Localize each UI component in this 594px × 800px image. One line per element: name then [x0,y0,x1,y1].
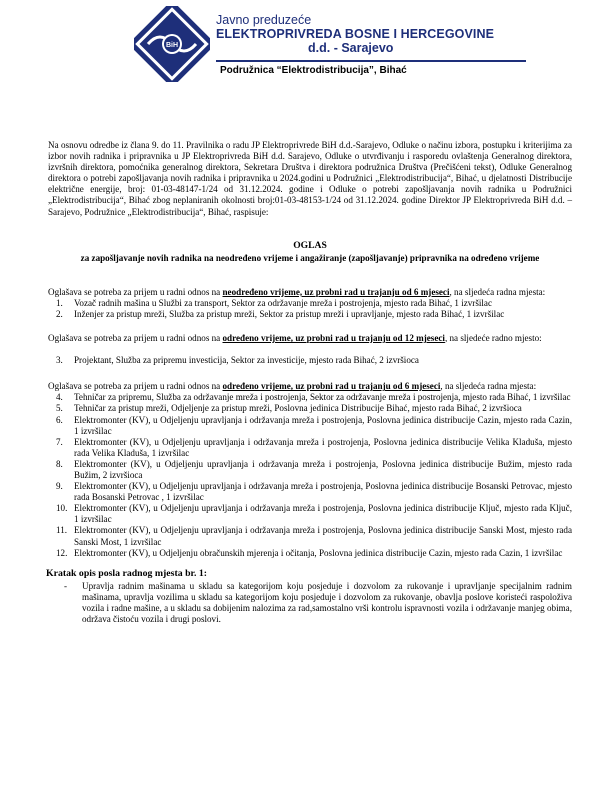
letterhead [0,0,594,95]
list-item: 2. Inženjer za pristup mreži, Služba za pristup mreži, Sektor za pristup mreži i upravljanje, mjesto rada Bihać, 1 izvršilac [56,308,505,319]
list-item: 4. Tehničar za pripremu, Služba za održavanje mreža i postrojenja, Sektor za održavanje mreža i postrojenja, mjesto rada Bihać, 1 izvršilac [56,392,571,403]
company-logo [134,6,210,82]
list-item: 11. Elektromonter (KV), u Odjeljenju upravljanja i održavanja mreža i postrojenja, Poslovna jedinica distribucije Sanski Most, mjesto rada Sanski Most, 1 izvršilac [56,525,572,547]
header-divider [216,60,526,62]
position-list [48,298,572,320]
organization-name [216,13,576,55]
document-body [48,140,572,625]
org-type: Javno preduzeće [216,13,312,27]
intro-paragraph: Na osnovu odredbe iz člana 9. do 11. Pravilnika o radu JP Elektroprivrede BiH d.d.-Sarajevo, Odluke o načinu izbora, postupku i kriterijima za izbor novih radnika i pripravnika u JP Elektroprivreda BiH d.d. Sarajevo, Odluke o utvrđivanju i rasporedu ovlaštenja Generalnog direktora, izvršnih direktora, pomoćnika generalnog direktora, Sekretara Društva i direktora podružnica Društva (Prečišćeni tekst), Odluke Generalnog direktora o potrebi zapošljavanja novih radnika i pripravnika u 2024.godini u Podružnici „Elektrodistribucija“, Bihać, u djelatnosti Distribucije električne energije, broj: 01-03-48147-1/24 od 31.12.2024. godine i Odluke o potrebi zapošljavanja novih radnika u Podružnici „Elektrodistribucija“, Bihać zbog neplaniranih okolnosti broj:01-03-48153-1/24 od 31.12.2024. godine Direktor JP Elektroprivreda BiH d.d. – Sarajevo, Podružnice „Elektrodistribucija“, Bihać, raspisuje: [48,140,572,217]
list-item: 3. Projektant, Služba za pripremu investicija, Sektor za investicije, mjesto rada Bihać, 2 izvršioca [56,355,419,366]
list-item: 10. Elektromonter (KV), u Odjeljenju upravljanja i održavanja mreža i postrojenja, Poslovna jedinica distribucije Ključ, mjesto rada Ključ, 1 izvršilac [56,503,572,525]
org-title: ELEKTROPRIVREDA BOSNE I HERCEGOVINE [216,27,495,41]
logo-text: BiH [165,42,179,49]
section-fixed-6 [48,381,572,559]
list-item: 8. Elektromonter (KV), u Odjeljenju upravljanja i održavanja mreža i postrojenja, Poslovna jedinica distribucije Bužim, mjesto rada Bužim, 2 izvršioca [56,458,572,480]
list-item: 1. Vozač radnih mašina u Službi za transport, Sektor za održavanje mreža i postrojenja, mjesto rada Bihać, 1 izvršilac [56,297,492,308]
branch-name: Podružnica “Elektrodistribucija”, Bihać [220,65,407,76]
section-fixed-12 [48,333,572,366]
list-item: 5. Tehničar za pristup mreži, Odjeljenje za pristup mreži, Poslovna jedinica Distribucije Bihać, mjesto rada Bihać, 2 izvršioca [56,403,522,414]
list-item: 12. Elektromonter (KV), u Odjeljenju obračunskih mjerenja i očitanja, Poslovna jedinica distribucije Cazin, mjesto rada Cazin, 1 izvršilac [56,547,563,558]
section-indefinite [48,287,572,320]
list-item: 6. Elektromonter (KV), u Odjeljenju upravljanja i održavanja mreža i postrojenja, Poslovna jedinica distribucije Cazin, mjesto rada Cazin, 1 izvršilac [56,414,572,436]
document-title: OGLAS [293,239,327,251]
section-lead: Oglašava se potreba za prijem u radni odnos na neodređeno vrijeme, uz probni rad u trajanju od 6 mjeseci, na sljedeća radna mjesta: [48,286,546,297]
job-description [48,581,572,625]
document-subtitle: za zapošljavanje novih radnika na neodređeno vrijeme i angažiranje (zapošljavanje) pripravnika na određeno vrijeme [80,252,540,263]
dash-bullet: - [64,580,68,591]
org-location: d.d. - Sarajevo [308,41,394,55]
position-list [48,392,572,558]
section-lead: Oglašava se potreba za prijem u radni odnos na određeno vrijeme, uz probni rad u trajanju od 12 mjeseci, na sljedeće radno mjesto: [48,333,542,344]
position-list [48,355,572,366]
job-description-text: Upravlja radnim mašinama u skladu sa kategorijom koju posjeduje i dozvolom za rukovanje i upravljanje specijalnim radnim mašinama, upravlja vozilima u skladu sa kategorijom koju posjeduje i dozvolom za rukovanje, obavlja poslove koristeći raspoloživa vozila i radne mašine, a u skladu sa dobijenim nalozima za rad,samostalno vrši kontrolu ispravnosti vozila i održavanje manjeg obima, održava čistoću vozila i drugi poslovi. [82,580,572,625]
list-item: 9. Elektromonter (KV), u Odjeljenju upravljanja i održavanja mreža i postrojenja, Poslovna jedinica distribucije Bosanski Petrovac, mjesto rada Bosanski Petrovac , 1 izvršilac [56,481,572,503]
job-description-heading: Kratak opis posla radnog mjesta br. 1: [46,567,208,579]
section-lead: Oglašava se potreba za prijem u radni odnos na određeno vrijeme, uz probni rad u trajanju od 6 mjeseci, na sljedeća radna mjesta: [48,381,537,392]
list-item: 7. Elektromonter (KV), u Odjeljenju upravljanja i održavanja mreža i postrojenja, Poslovna jedinica distribucije Velika Kladuša, mjesto rada Velika Kladuša, 1 izvršilac [56,436,572,458]
